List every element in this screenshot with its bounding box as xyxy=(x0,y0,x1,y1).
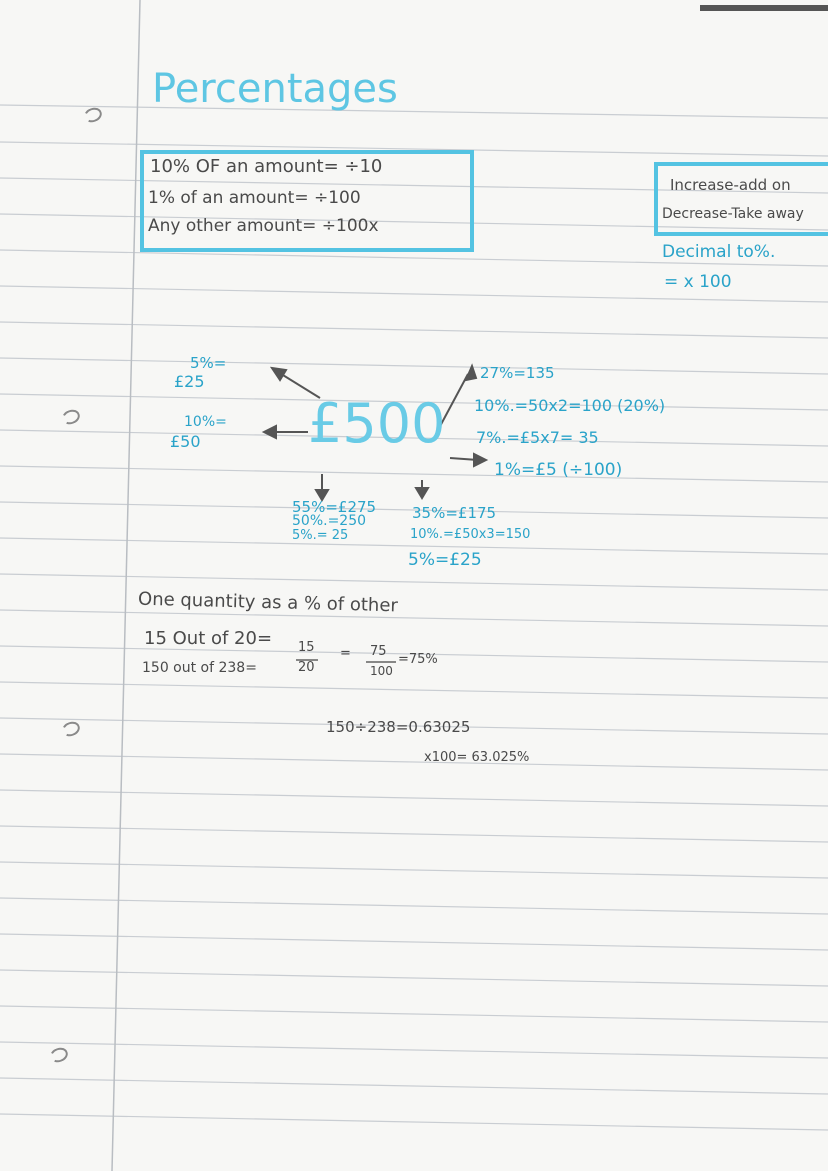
increase-decrease-box xyxy=(654,162,828,236)
example-label: 150 out of 238= xyxy=(142,660,257,676)
right-note-27: 27%=135 xyxy=(480,364,555,382)
below-left-5: 5%.= 25 xyxy=(292,528,349,543)
equals-sign: = xyxy=(340,646,351,661)
left-note-50: £50 xyxy=(170,432,201,451)
page-title: Percentages xyxy=(152,66,398,112)
increase-note: Increase-add on xyxy=(670,176,791,194)
example-step-multiply: x100= 63.025% xyxy=(424,750,530,765)
rule-other-amount: Any other amount= ÷100x xyxy=(148,216,379,236)
rule-10-percent: 10% OF an amount= ÷10 xyxy=(150,156,383,177)
decimal-to-percent: Decimal to%. xyxy=(662,242,776,262)
result-75-percent: =75% xyxy=(398,652,438,667)
center-amount: £500 xyxy=(308,392,446,455)
rule-1-percent: 1% of an amount= ÷100 xyxy=(148,188,361,208)
rules-box xyxy=(140,150,474,252)
right-note-7: 7%.=£5x7= 35 xyxy=(476,428,599,447)
times-100: = x 100 xyxy=(664,272,732,292)
below-right-10: 10%.=£50x3=150 xyxy=(410,527,531,542)
fraction-100: 100 xyxy=(370,664,393,678)
fraction-75: 75 xyxy=(370,644,387,659)
fraction-20: 20 xyxy=(298,660,315,675)
fifteen-out-of-twenty: 15 Out of 20= xyxy=(144,628,273,649)
example-step-division: 150÷238=0.63025 xyxy=(326,718,471,736)
below-right-35: 35%=£175 xyxy=(412,504,497,522)
right-note-1: 1%=£5 (÷100) xyxy=(494,460,623,480)
left-note-10: 10%= xyxy=(184,414,227,430)
below-left-55: 55%=£275 xyxy=(292,498,377,516)
below-right-5: 5%=£25 xyxy=(408,550,482,570)
right-note-20: 10%.=50x2=100 (20%) xyxy=(474,396,666,415)
quantity-heading: One quantity as a % of other xyxy=(137,588,399,617)
fraction-15: 15 xyxy=(298,640,315,655)
left-note-25: £25 xyxy=(174,372,205,391)
below-left-50: 50%.=250 xyxy=(292,513,367,529)
decrease-note: Decrease-Take away xyxy=(662,206,804,222)
left-note-5: 5%= xyxy=(190,354,227,372)
